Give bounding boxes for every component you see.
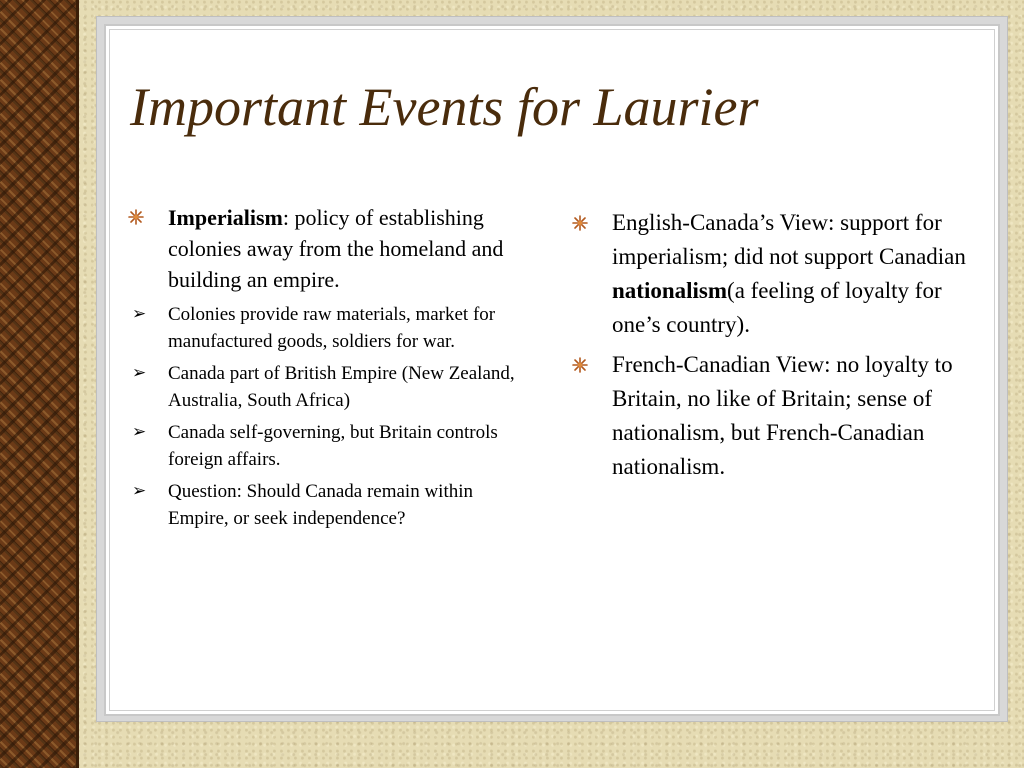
left-column [128,202,538,537]
sub-bullet [128,301,538,355]
starburst-icon [128,209,144,225]
sub-bullet-text: Question: Should Canada remain within Empire, or seek independence? [168,481,474,529]
french-view-text: French-Canadian View: no loyalty to Britain, no like of Britain; sense of nationalism, but French-Canadian nationalism. [612,352,953,479]
slide-title: Important Events for Laurier [130,77,759,137]
term-nationalism: nationalism [612,278,728,303]
sub-bullet [128,360,538,414]
arrow-bullet-icon: ➢ [132,422,147,442]
bullet-english-canada-view [572,206,988,342]
sub-bullet [128,478,538,532]
arrow-bullet-icon: ➢ [132,363,147,383]
starburst-icon [572,215,588,231]
sub-bullet-text: Colonies provide raw materials, market for manufactured goods, soldiers for war. [168,304,496,352]
arrow-bullet-icon: ➢ [132,481,147,501]
sub-bullet-text: Canada self-governing, but Britain controls foreign affairs. [168,422,498,470]
bullet-imperialism [128,202,538,295]
sub-bullet [128,419,538,473]
starburst-icon [572,357,588,373]
nationalism-definition: (a feeling of loyalty for one’s country). [612,278,942,337]
right-column [572,206,988,490]
english-view-text: English-Canada’s View: support for imperialism; did not support Canadian [612,210,966,269]
bullet-french-canada-view [572,348,988,484]
definition-imperialism: : policy of establishing colonies away from the homeland and building an empire. [168,205,504,292]
term-imperialism: Imperialism [168,205,283,230]
arrow-bullet-icon: ➢ [132,304,147,324]
decorative-left-border [0,0,79,768]
sub-bullet-text: Canada part of British Empire (New Zealand, Australia, South Africa) [168,363,515,411]
